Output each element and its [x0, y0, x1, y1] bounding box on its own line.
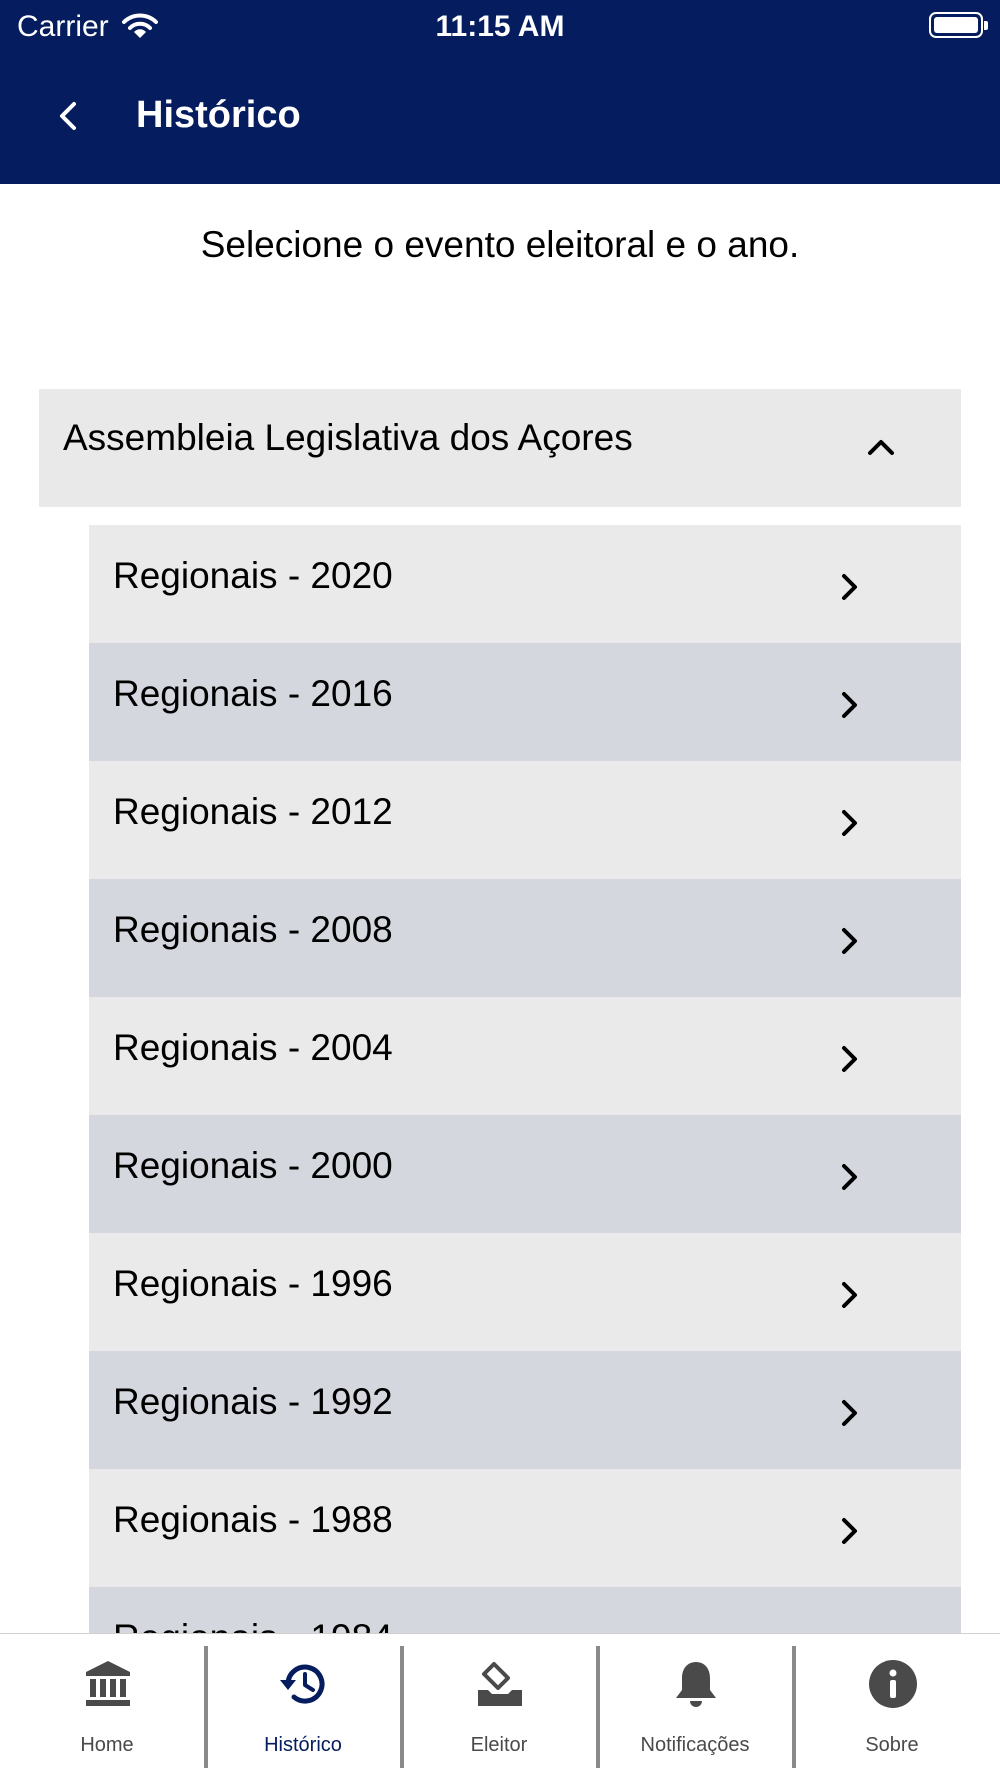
- election-row[interactable]: [89, 1469, 961, 1587]
- election-row[interactable]: [89, 1233, 961, 1351]
- tab-home[interactable]: [9, 1634, 205, 1779]
- battery-icon: [929, 12, 983, 38]
- back-chevron-icon[interactable]: [50, 96, 90, 136]
- status-bar: [0, 0, 1000, 52]
- election-row[interactable]: [89, 879, 961, 997]
- tab-notificacoes[interactable]: [597, 1634, 793, 1779]
- page-title: Histórico: [136, 94, 301, 136]
- election-label: Regionais - 2004: [113, 1027, 393, 1068]
- category-label: Assembleia Legislativa dos Açores: [63, 417, 633, 458]
- tab-sobre[interactable]: [794, 1634, 990, 1779]
- chevron-right-icon: [829, 921, 869, 961]
- chevron-right-icon: [829, 1275, 869, 1315]
- chevron-right-icon: [829, 1039, 869, 1079]
- tab-historico-label: Histórico: [264, 1734, 342, 1756]
- bank-icon: [82, 1658, 134, 1710]
- info-icon: [867, 1658, 919, 1710]
- election-label: Regionais - 1988: [113, 1499, 393, 1540]
- election-row[interactable]: [89, 997, 961, 1115]
- ballot-icon: [474, 1658, 526, 1710]
- election-row[interactable]: [89, 1115, 961, 1233]
- chevron-right-icon: [829, 567, 869, 607]
- election-label: Regionais - 1996: [113, 1263, 393, 1304]
- tab-bar: [0, 1633, 1000, 1778]
- navigation-header: [0, 0, 1000, 184]
- category-header[interactable]: [39, 389, 961, 507]
- election-label: Regionais - 2012: [113, 791, 393, 832]
- tab-notificacoes-label: Notificações: [640, 1734, 750, 1756]
- chevron-right-icon: [829, 685, 869, 725]
- election-row[interactable]: [89, 525, 961, 643]
- history-icon: [278, 1658, 330, 1710]
- election-row[interactable]: [89, 1351, 961, 1469]
- election-list[interactable]: [89, 525, 961, 1633]
- tab-home-label: Home: [80, 1734, 134, 1756]
- chevron-right-icon: [829, 1157, 869, 1197]
- tab-eleitor-label: Eleitor: [470, 1734, 528, 1756]
- chevron-right-icon: [829, 1511, 869, 1551]
- election-label: Regionais - 2020: [113, 555, 393, 596]
- election-row[interactable]: [89, 643, 961, 761]
- carrier-label: Carrier: [17, 10, 109, 43]
- election-label: Regionais - 2000: [113, 1145, 393, 1186]
- chevron-right-icon: [829, 1393, 869, 1433]
- bell-icon: [670, 1658, 722, 1710]
- status-time: 11:15 AM: [435, 10, 565, 43]
- chevron-right-icon: [829, 803, 869, 843]
- election-label: Regionais - 1992: [113, 1381, 393, 1422]
- election-label: Regionais - 2008: [113, 909, 393, 950]
- tab-sobre-label: Sobre: [865, 1734, 919, 1756]
- chevron-up-icon: [861, 427, 901, 467]
- tab-eleitor[interactable]: [401, 1634, 597, 1779]
- tab-historico[interactable]: [205, 1634, 401, 1779]
- instructions-text: Selecione o evento eleitoral e o ano.: [200, 224, 800, 265]
- election-row[interactable]: [89, 761, 961, 879]
- election-label: Regionais - 2016: [113, 673, 393, 714]
